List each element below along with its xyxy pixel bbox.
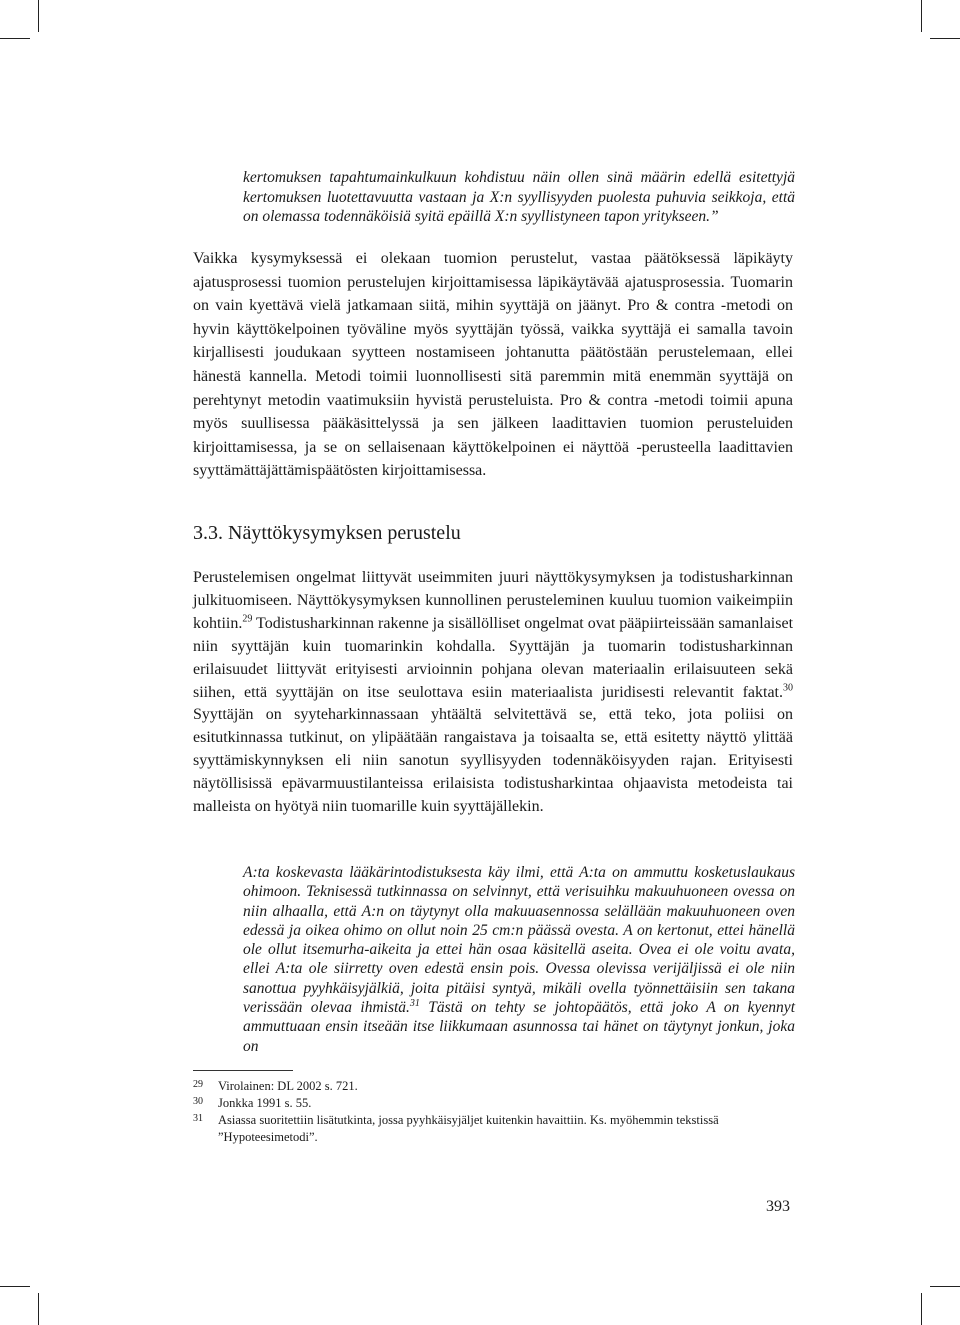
footnote-text: Jonkka 1991 s. 55. <box>218 1096 312 1110</box>
footnote-text: Asiassa suoritettiin lisätutkinta, jossa pyyhkäisyjäljet kuitenkin havaittiin. Ks. myöhemmin tekstissä ”Hypoteesimetodi”. <box>218 1113 719 1144</box>
footnote-number: 31 <box>193 1113 203 1124</box>
paragraph-text: Todistusharkinnan rakenne ja sisällölliset ongelmat ovat pääpiirteissään samanlaiset niin syyttäjän kuin tuomarinkin kohdalla. Syyttäjän ja tuomarin todistusharkinnan erilaisuudet liittyvät erityisesti arvioinnin pohjana olevan materiaalin erilaisuuteen sekä siihen, että syyttäjän on itse seulottava esiin materiaalista juridisesti relevantit faktat. <box>193 614 794 701</box>
crop-mark-top-left-v <box>38 0 39 32</box>
paragraph-text: Syyttäjän on syyteharkinnassaan yhtäältä selvitettävä se, että teko, jota poliisi on esitutkinnassa tutkinut, on ylipäätään rangaistava ja toisaalta se, että esitetty näyttö ylittää syyttämiskynnyksen eli niin sanotun syyllisyyden todennäköisyyden rajan. Erityisesti näytöllisissä epävarmuustilanteissa erilaisista todistusharkintaa ohjaavista metodeista tai malleista on hyötyä niin tuomarille kuin syyttäjällekin. <box>193 706 793 816</box>
crop-mark-top-right-v <box>921 0 922 32</box>
crop-mark-bottom-right-h <box>930 1286 960 1287</box>
quote-text: Tästä on tehty se johtopäätös, että joko A on kyennyt ammuttuaan ensin itseään itse liikkumaan asunnossa tai hänet on täytynyt jonkun, joka on <box>243 999 795 1055</box>
footnote-ref[interactable]: 30 <box>783 682 793 694</box>
page-number: 393 <box>766 1198 790 1215</box>
footnote <box>193 1078 793 1095</box>
body-paragraph: Vaikka kysymyksessä ei olekaan tuomion perustelut, vastaa päätöksessä läpikäyty ajatusprosessi tuomion perustelujen kirjoittamisessa läpikäytävää ajatusprosessia. Tuomarin on vain kyettävä vielä jatkamaan siitä, mihin syyttäjä on jäänyt. Pro & contra -metodi on hyvin käyttökelpoinen työväline myös syyttäjän työssä, vaikka syyttäjä ei samalla tavoin kirjallisesti joudukaan syytteen nostamiseen johtanutta päätöstään perustelemaan, ellei hänestä kannella. Metodi toimii luonnollisesti sitä paremmin mitä enemmän syyttäjä on perehtynyt metodin vaatimuksiin hyvistä perusteluista. Pro & contra -metodi toimii apuna myös suullisessa pääkäsittelyssä ja sen jälkeen laadittavien tuomion perusteluiden kirjoittamisessa, ja se on sellaisenaan käyttökelpoinen ei näyttöä -perusteella laadittavien syyttämättäjättämispäätösten kirjoittamisessa. <box>193 250 793 480</box>
footnote-ref[interactable]: 29 <box>242 613 253 625</box>
section-heading: 3.3. Näyttökysymyksen perustelu <box>193 522 461 544</box>
quote-text: A:ta koskevasta lääkärintodistuksesta käy ilmi, että A:ta on ammuttu kosketuslaukaus ohimoon. Teknisessä tutkinnassa on selvinnyt, että verisuihku makuuhuoneen ovessa on niin alhaalla, että A:n on täytynyt olla makuuasennossa selällään makuuhuoneen oven edessä ja oikea ohimo on ollut noin 25 cm:n päässä ovesta. A on kertonut, ettei hänellä ole ollut itsemurha-aikeita ja ettei hän osaa käsitellä aseita. Ovea ei ole voitu avata, ellei A:ta ole siirretty oven edestä ensin pois. Ovessa olevissa verijäljissä ei ole niin sanottua pyyhkäisyjälkiä, joita pitäisi syntyä, mikäli ovella työnnettäisiin sen takana verissään olevaa ihmistä. <box>243 864 795 1017</box>
footnote <box>193 1095 793 1112</box>
crop-mark-bottom-right-v <box>921 1293 922 1325</box>
crop-mark-top-left-h <box>0 38 30 39</box>
footnote-ref[interactable]: 31 <box>409 997 420 1009</box>
body-paragraph <box>193 567 793 819</box>
crop-mark-bottom-left-v <box>38 1293 39 1325</box>
paragraph-text: Perustelemisen ongelmat liittyvät useimmiten juuri näyttökysymyksen ja todistusharkinnan julkituomiseen. Näyttökysymyksen kunnollinen perusteleminen kuuluu tuomion vaikeimpiin kohtiin. <box>193 569 793 632</box>
block-quote-continued: kertomuksen tapahtumainkulkuun kohdistuu näin ollen sinä määrin edellä esitettyjä kertomuksen luotettavuutta vastaan ja X:n syyllisyyden puolesta puhuvia seikkoja, että on olemassa todennäköisiä syitä epäillä X:n syyllistyneen tapon yritykseen.” <box>243 169 795 225</box>
footnote-separator <box>193 1070 293 1071</box>
footnotes <box>193 1078 793 1146</box>
block-quote <box>243 863 795 1056</box>
crop-mark-top-right-h <box>930 38 960 39</box>
footnote-number: 29 <box>193 1079 203 1090</box>
footnote-text: Virolainen: DL 2002 s. 721. <box>218 1079 358 1093</box>
footnote-number: 30 <box>193 1096 203 1107</box>
crop-mark-bottom-left-h <box>0 1286 30 1287</box>
footnote <box>193 1112 793 1146</box>
